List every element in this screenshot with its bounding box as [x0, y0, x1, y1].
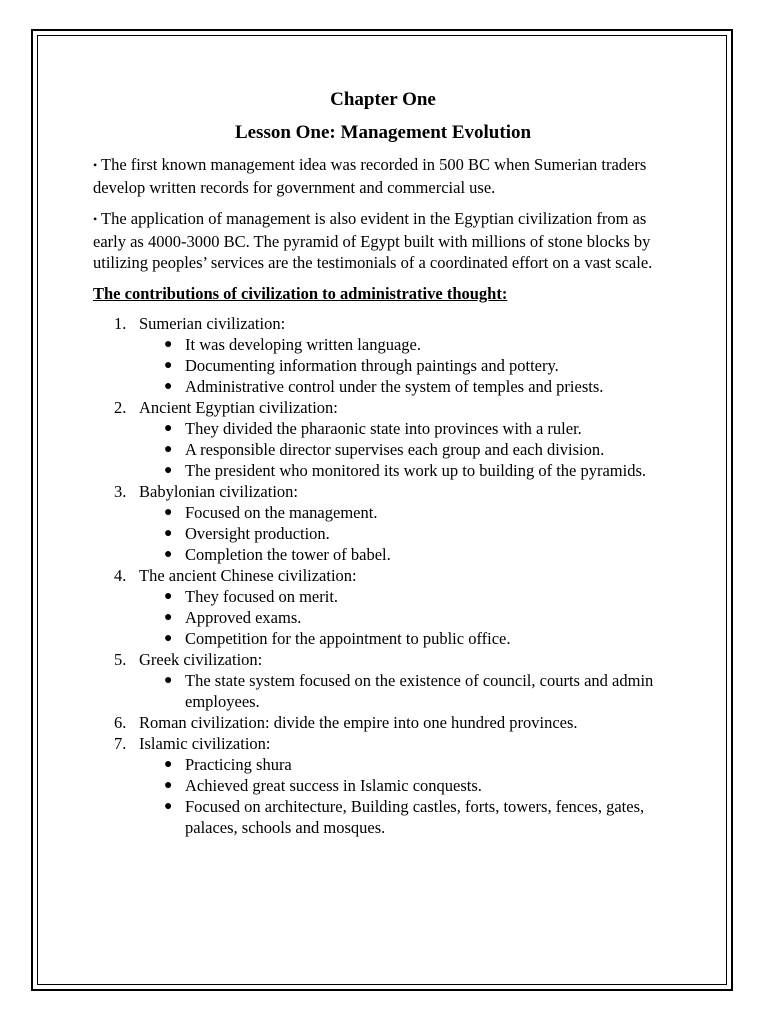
civilization-name: The ancient Chinese civilization: — [139, 566, 357, 585]
bullet-icon: ● — [164, 337, 173, 352]
sub-list-item: ● Focused on architecture, Building castles, forts, towers, fences, gates, palaces, schools and mosques. — [164, 797, 645, 837]
paragraph-text: The first known management idea was recorded in 500 BC when Sumerian traders develop written records for government and commercial use. — [93, 155, 647, 197]
bullet-icon: ● — [164, 673, 173, 688]
paragraph-text: The application of management is also evident in the Egyptian civilization from as early as 4000-3000 BC. The pyramid of Egypt built with millions of stone blocks by utilizing peoples’ services are the testimonials of a coordinated effort on a vast scale. — [93, 209, 653, 272]
list-number: 4. — [114, 566, 127, 585]
bullet-icon: ● — [164, 526, 173, 541]
bullet-icon: ● — [164, 757, 173, 772]
paragraph — [93, 154, 673, 198]
civilization-list — [93, 313, 673, 838]
sub-list-item: ● Focused on the management. — [164, 503, 378, 522]
civilization-name: Greek civilization: — [139, 650, 263, 669]
sub-list-item: ● Oversight production. — [164, 524, 330, 543]
bullet-icon: ● — [164, 442, 173, 457]
bullet-icon: ● — [164, 631, 173, 646]
sub-list-container — [93, 502, 673, 565]
sub-list-item: ● The state system focused on the existence of council, courts and admin employees. — [164, 671, 654, 711]
document-content — [93, 88, 673, 838]
sub-list-item: ● It was developing written language. — [164, 335, 421, 354]
bullet-icon: ● — [164, 547, 173, 562]
civilization-name: Roman civilization: divide the empire into one hundred provinces. — [139, 713, 578, 732]
sub-list-container — [93, 754, 673, 838]
sub-list-item: ● A responsible director supervises each group and each division. — [164, 440, 605, 459]
sub-list-item: ● The president who monitored its work up to building of the pyramids. — [164, 461, 647, 480]
list-number: 2. — [114, 398, 127, 417]
sub-list-item: ● Competition for the appointment to public office. — [164, 629, 511, 648]
lesson-title: Lesson One: Management Evolution — [234, 122, 532, 143]
bullet-icon: ● — [164, 379, 173, 394]
chapter-title: Chapter One — [330, 89, 436, 110]
bullet-icon: ● — [164, 421, 173, 436]
civilization-name: Ancient Egyptian civilization: — [139, 398, 338, 417]
sub-list — [93, 502, 673, 565]
civilization-name: Babylonian civilization: — [139, 482, 299, 501]
list-number: 7. — [114, 734, 127, 753]
bullet-icon: ● — [164, 778, 173, 793]
sub-list-container — [93, 670, 673, 712]
section-title: The contributions of civilization to administrative thought: — [93, 284, 508, 303]
sub-list-container — [93, 334, 673, 397]
list-item — [93, 733, 673, 754]
bullet-icon: ● — [164, 358, 173, 373]
bullet-icon: ● — [164, 589, 173, 604]
sub-list-container — [93, 586, 673, 649]
sub-list — [93, 670, 673, 712]
list-number: 3. — [114, 482, 127, 501]
list-item — [93, 397, 673, 418]
sub-list — [93, 334, 673, 397]
sub-list-item: ● Completion the tower of babel. — [164, 545, 391, 564]
sub-list-item: ● Achieved great success in Islamic conquests. — [164, 776, 482, 795]
list-item — [93, 481, 673, 502]
bullet-icon: • — [93, 212, 98, 226]
list-number: 5. — [114, 650, 127, 669]
list-item — [93, 565, 673, 586]
bullet-icon: ● — [164, 610, 173, 625]
bullet-icon: ● — [164, 505, 173, 520]
sub-list-container — [93, 418, 673, 481]
civilization-name: Sumerian civilization: — [139, 314, 286, 333]
paragraph — [93, 208, 673, 273]
sub-list-item: ● Practicing shura — [164, 755, 292, 774]
list-item — [93, 649, 673, 670]
civilization-name: Islamic civilization: — [139, 734, 271, 753]
list-number: 6. — [114, 713, 127, 732]
bullet-icon: ● — [164, 463, 173, 478]
sub-list — [93, 754, 673, 838]
bullet-icon: • — [93, 158, 98, 172]
list-item — [93, 313, 673, 334]
sub-list-item: ● Administrative control under the system of temples and priests. — [164, 377, 604, 396]
list-item — [93, 712, 673, 733]
bullet-icon: ● — [164, 799, 173, 814]
sub-list-item: ● Approved exams. — [164, 608, 302, 627]
sub-list — [93, 586, 673, 649]
sub-list-item: ● They divided the pharaonic state into provinces with a ruler. — [164, 419, 582, 438]
sub-list — [93, 418, 673, 481]
sub-list-item: ● Documenting information through paintings and pottery. — [164, 356, 559, 375]
list-number: 1. — [114, 314, 127, 333]
sub-list-item: ● They focused on merit. — [164, 587, 339, 606]
